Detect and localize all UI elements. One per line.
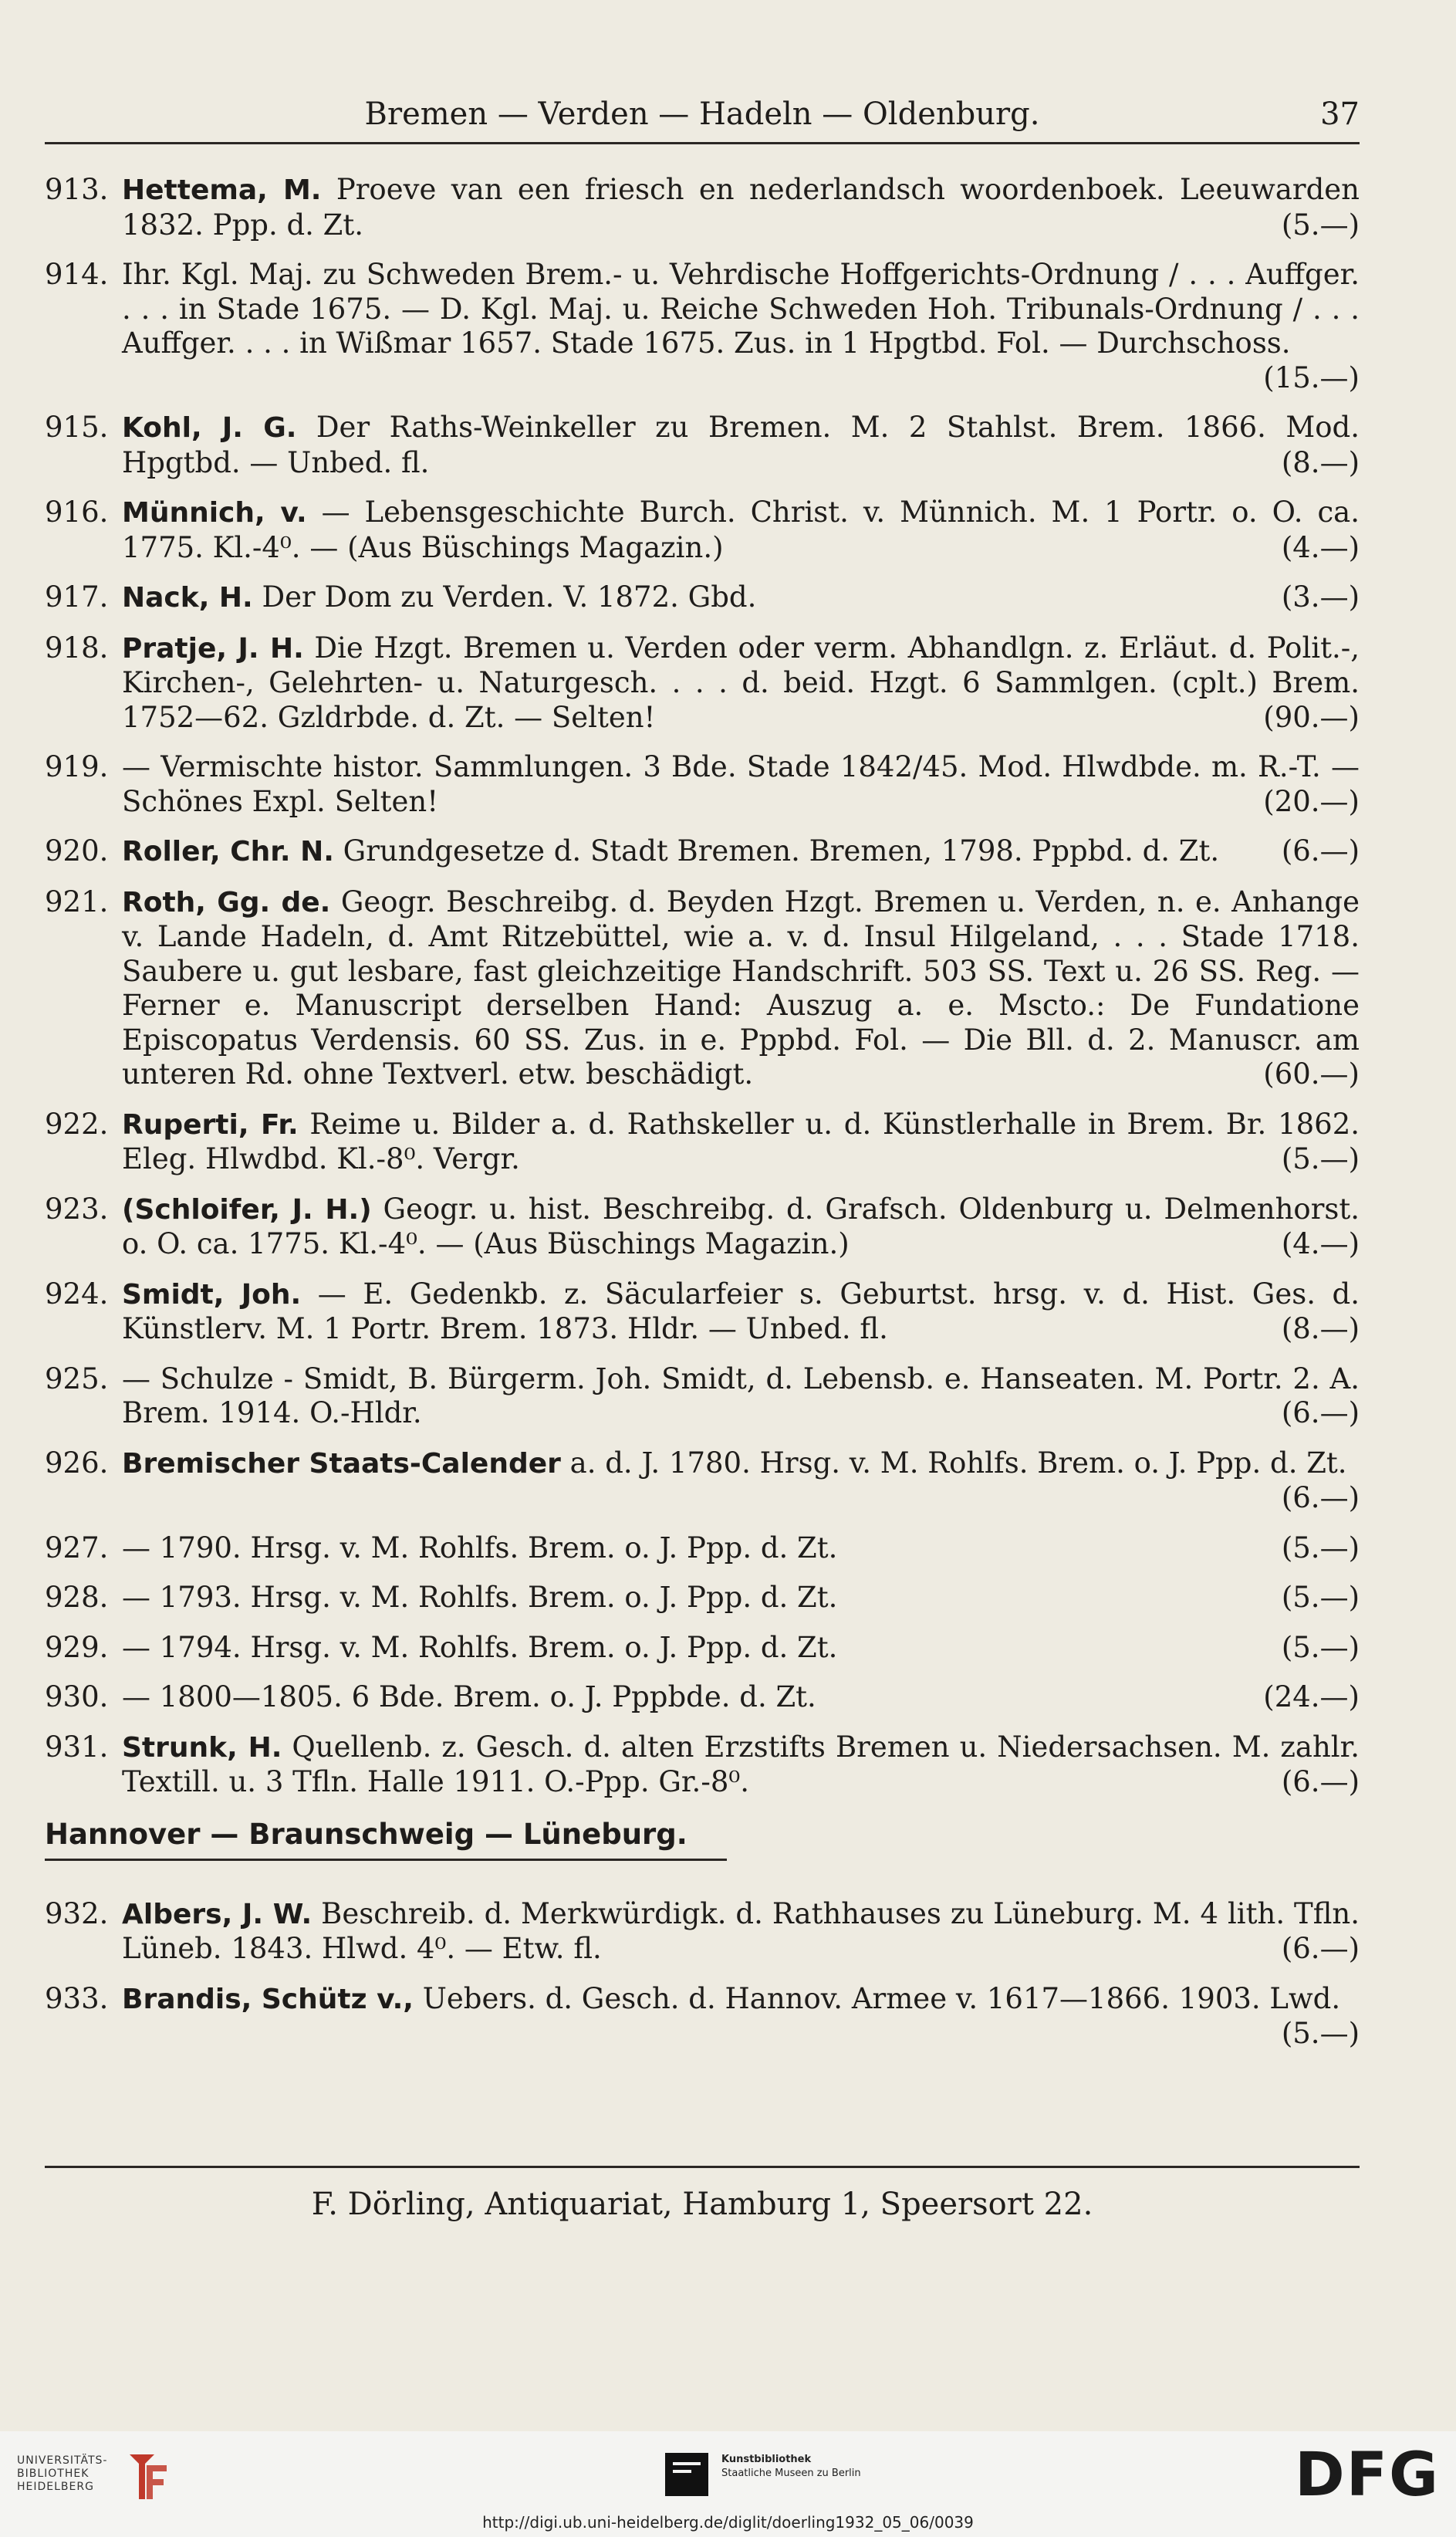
catalog-entry — [45, 631, 1360, 736]
entry-description: Grundgesetze d. Stadt Bremen. Bremen, 1798. Pppbd. d. Zt. — [333, 834, 1220, 868]
entry-body — [122, 1897, 1360, 1967]
catalog-entry — [45, 1531, 1360, 1566]
entry-author: Hettema, M. — [122, 174, 322, 206]
page-header — [45, 91, 1360, 137]
entry-description: Quellenb. z. Gesch. d. alten Erzstifts Bremen u. Niedersachsen. M. zahlr. Textill. u. 3 Tfln. Halle 1911. O.-Ppp. Gr.-8⁰. — [122, 1730, 1360, 1798]
entry-description: — 1800—1805. 6 Bde. Brem. o. J. Pppbde. d. Zt. — [122, 1680, 816, 1713]
entry-description: a. d. J. 1780. Hrsg. v. M. Rohlfs. Brem. o. J. Ppp. d. Zt. — [560, 1446, 1347, 1480]
entry-number: 922. — [45, 1107, 109, 1141]
entry-body — [122, 580, 1360, 616]
entry-price: (5.—) — [1281, 1531, 1360, 1564]
catalog-entry — [45, 1108, 1360, 1177]
entry-number: 918. — [45, 631, 109, 665]
entry-author: Kohl, J. G. — [122, 412, 297, 444]
university-label: UNIVERSITÄTS- BIBLIOTHEK HEIDELBERG — [17, 2454, 108, 2493]
entry-body — [122, 1631, 1360, 1666]
entry-price: (24.—) — [1263, 1680, 1360, 1713]
entry-author: Nack, H. — [122, 582, 253, 614]
entry-body — [122, 1277, 1360, 1347]
entry-number: 914. — [45, 258, 109, 291]
running-title: Bremen — Verden — Hadeln — Oldenburg. — [364, 96, 1040, 132]
entry-number: 930. — [45, 1680, 109, 1713]
entry-price: (8.—) — [1281, 1312, 1360, 1345]
entry-body — [122, 750, 1360, 819]
entry-price: (5.—) — [1281, 2017, 1360, 2050]
entry-body — [122, 1362, 1360, 1431]
entry-description: Die Hzgt. Bremen u. Verden oder verm. Abhandlgn. z. Erläut. d. Polit.-, Kirchen-, Gelehrten- u. Naturgesch. . . . d. beid. Hzgt. 6 Sammlgen. (cplt.) Brem. 1752—62. Gzldrbde. d. Zt. — Selten! — [122, 631, 1360, 734]
entry-number: 915. — [45, 411, 109, 444]
entry-price: (6.—) — [1281, 1932, 1360, 1965]
catalog-entry — [45, 580, 1360, 616]
entry-body — [122, 1192, 1360, 1262]
entry-body — [122, 631, 1360, 736]
entry-price: (3.—) — [1281, 580, 1360, 614]
entry-number: 925. — [45, 1362, 109, 1395]
section-heading — [45, 1815, 1360, 1854]
entry-body — [122, 1982, 1360, 2052]
header-rule — [45, 142, 1360, 144]
catalog-entry — [45, 1631, 1360, 1666]
entry-description: — E. Gedenkb. z. Säcularfeier s. Geburtst. hrsg. v. d. Hist. Ges. d. Künstlerv. M. 1 Portr. Brem. 1873. Hldr. — Unbed. fl. — [122, 1277, 1360, 1345]
entry-description: — 1793. Hrsg. v. M. Rohlfs. Brem. o. J. Ppp. d. Zt. — [122, 1581, 838, 1614]
entry-price: (5.—) — [1281, 208, 1360, 242]
entry-price: (4.—) — [1281, 530, 1360, 564]
catalog-entry — [45, 173, 1360, 242]
footer-rule — [45, 2166, 1360, 2168]
entry-author: Münnich, v. — [122, 497, 307, 529]
entry-body — [122, 1446, 1360, 1516]
catalog-entry — [45, 1680, 1360, 1715]
entry-price: (6.—) — [1281, 1481, 1360, 1514]
source-url[interactable]: http://digi.ub.uni-heidelberg.de/diglit/doerling1932_05_06/0039 — [482, 2513, 974, 2532]
entry-body — [122, 1108, 1360, 1177]
entry-author: Ruperti, Fr. — [122, 1108, 299, 1141]
entry-author: Smidt, Joh. — [122, 1278, 302, 1311]
entry-number: 933. — [45, 1981, 109, 2015]
kunstbibliothek-logo-icon — [665, 2453, 708, 2496]
entry-author: Albers, J. W. — [122, 1898, 312, 1930]
kb-title: Kunstbibliothek — [721, 2454, 812, 2465]
entry-number: 924. — [45, 1277, 109, 1311]
entry-price: (5.—) — [1281, 1142, 1360, 1175]
entry-body — [122, 1730, 1360, 1800]
entry-description: — 1794. Hrsg. v. M. Rohlfs. Brem. o. J. Ppp. d. Zt. — [122, 1630, 838, 1664]
entry-description: — Schulze - Smidt, B. Bürgerm. Joh. Smidt, d. Lebensb. e. Hanseaten. M. Portr. 2. A. Brem. 1914. O.-Hldr. — [122, 1362, 1360, 1429]
dfg-logo: DFG — [1295, 2441, 1441, 2510]
entry-number: 920. — [45, 834, 109, 868]
entry-price: (60.—) — [1263, 1057, 1360, 1091]
catalog-entry — [45, 1362, 1360, 1431]
entry-body — [122, 258, 1360, 395]
entry-description: Ihr. Kgl. Maj. zu Schweden Brem.- u. Vehrdische Hoffgerichts-Ordnung / . . . Auffger. . . . in Stade 1675. — D. Kgl. Maj. u. Reiche Schweden Hoh. Tribunals-Ordnung / . . . Auffger. . . . in Wißmar 1657. Stade 1675. Zus. in 1 Hpgtbd. Fol. — Durchschoss. — [122, 258, 1360, 360]
entry-number: 921. — [45, 885, 109, 918]
entry-price: (20.—) — [1263, 784, 1360, 818]
entry-price: (4.—) — [1281, 1227, 1360, 1260]
bremen-entries — [45, 173, 1360, 1800]
entry-number: 923. — [45, 1192, 109, 1226]
entry-author: Roth, Gg. de. — [122, 886, 331, 918]
entry-number: 926. — [45, 1446, 109, 1480]
entries-list — [45, 173, 1360, 2067]
entry-price: (6.—) — [1281, 1765, 1360, 1798]
catalog-entry — [45, 1446, 1360, 1516]
entry-description: Proeve van een friesch en nederlandsch woordenboek. Leeuwarden 1832. Ppp. d. Zt. — [122, 173, 1360, 242]
catalog-entry — [45, 1897, 1360, 1967]
entry-description: Beschreib. d. Merkwürdigk. d. Rathhauses zu Lüneburg. M. 4 lith. Tfln. Lüneb. 1843. Hlwd. 4⁰. — Etw. fl. — [122, 1896, 1360, 1965]
catalog-entry — [45, 411, 1360, 480]
catalog-entry — [45, 258, 1360, 395]
entry-number: 929. — [45, 1630, 109, 1664]
catalog-entry — [45, 1192, 1360, 1262]
entry-author: Roller, Chr. N. — [122, 836, 334, 868]
kb-subtitle: Staatliche Museen zu Berlin — [721, 2468, 861, 2479]
entry-number: 932. — [45, 1896, 109, 1930]
entry-description: — Lebensgeschichte Burch. Christ. v. Münnich. M. 1 Portr. o. O. ca. 1775. Kl.-4⁰. — (Aus Büschings Magazin.) — [122, 496, 1360, 564]
entry-price: (6.—) — [1281, 1396, 1360, 1429]
entry-description: — Vermischte histor. Sammlungen. 3 Bde. Stade 1842/45. Mod. Hlwdbde. m. R.-T. — Schönes Expl. Selten! — [122, 750, 1360, 818]
section-underline — [45, 1859, 727, 1861]
entry-author: Bremischer Staats-Calender — [122, 1447, 561, 1480]
entry-author: Strunk, H. — [122, 1731, 282, 1764]
entry-body — [122, 885, 1360, 1092]
catalog-entry — [45, 496, 1360, 565]
entry-body — [122, 173, 1360, 242]
entry-number: 919. — [45, 750, 109, 783]
entry-description: Uebers. d. Gesch. d. Hannov. Armee v. 1617—1866. 1903. Lwd. — [413, 1981, 1341, 2015]
catalog-entry — [45, 1730, 1360, 1800]
university-logo-icon — [123, 2448, 173, 2505]
page-number: 37 — [1320, 96, 1360, 132]
section-heading-text: Hannover — Braunschweig — Lüneburg. — [45, 1817, 687, 1851]
entry-price: (8.—) — [1281, 445, 1360, 479]
footer-imprint: F. Dörling, Antiquariat, Hamburg 1, Speersort 22. — [311, 2187, 1093, 2222]
catalog-entry — [45, 1982, 1360, 2052]
entry-author: Pratje, J. H. — [122, 632, 304, 665]
entry-price: (6.—) — [1281, 834, 1360, 868]
entry-number: 917. — [45, 580, 109, 614]
scan-attribution-strip — [0, 2431, 1456, 2537]
entry-body — [122, 411, 1360, 480]
catalog-entry — [45, 885, 1360, 1092]
entry-body — [122, 834, 1360, 870]
entry-description: Geogr. Beschreibg. d. Beyden Hzgt. Bremen u. Verden, n. e. Anhange v. Lande Hadeln, d. Amt Ritzebüttel, wie a. v. d. Insul Hilgeland, . . . Stade 1718. Saubere u. gut lesbare, fast gleichzeitige Handschrift. 503 SS. Text u. 26 SS. Reg. — Ferner e. Manuscript derselben Hand: Auszug a. e. Mscto.: De Fundatione Episcopatus Verdensis. 60 SS. Zus. in e. Pppbd. Fol. — Die Bll. d. 2. Manuscr. am unteren Rd. ohne Textverl. etw. beschädigt. — [122, 885, 1360, 1091]
entry-description: Reime u. Bilder a. d. Rathskeller u. d. Künstlerhalle in Brem. Br. 1862. Eleg. Hlwdbd. Kl.-8⁰. Vergr. — [122, 1107, 1360, 1175]
entry-body — [122, 496, 1360, 565]
entry-number: 931. — [45, 1730, 109, 1764]
entry-price: (5.—) — [1281, 1630, 1360, 1664]
catalog-entry — [45, 1277, 1360, 1347]
entry-number: 913. — [45, 173, 109, 206]
catalog-entry — [45, 1581, 1360, 1615]
entry-description: Geogr. u. hist. Beschreibg. d. Grafsch. Oldenburg u. Delmenhorst. o. O. ca. 1775. Kl.-4⁰. — (Aus Büschings Magazin.) — [122, 1192, 1360, 1260]
catalog-entry — [45, 834, 1360, 870]
kunstbibliothek-label — [721, 2453, 861, 2481]
entry-number: 916. — [45, 496, 109, 529]
entry-price: (15.—) — [1263, 360, 1360, 394]
entry-body — [122, 1531, 1360, 1566]
catalog-entry — [45, 750, 1360, 819]
entry-body — [122, 1581, 1360, 1615]
entry-description: — 1790. Hrsg. v. M. Rohlfs. Brem. o. J. Ppp. d. Zt. — [122, 1531, 838, 1564]
entry-author: Brandis, Schütz v., — [122, 1983, 414, 2015]
entry-number: 928. — [45, 1581, 109, 1614]
hannover-entries — [45, 1897, 1360, 2052]
entry-price: (90.—) — [1263, 700, 1360, 734]
entry-number: 927. — [45, 1531, 109, 1564]
entry-description: Der Dom zu Verden. V. 1872. Gbd. — [252, 580, 757, 614]
entry-body — [122, 1680, 1360, 1715]
entry-author: (Schloifer, J. H.) — [122, 1193, 372, 1226]
entry-description: Der Raths-Weinkeller zu Bremen. M. 2 Stahlst. Brem. 1866. Mod. Hpgtbd. — Unbed. fl. — [122, 411, 1360, 479]
entry-price: (5.—) — [1281, 1581, 1360, 1614]
